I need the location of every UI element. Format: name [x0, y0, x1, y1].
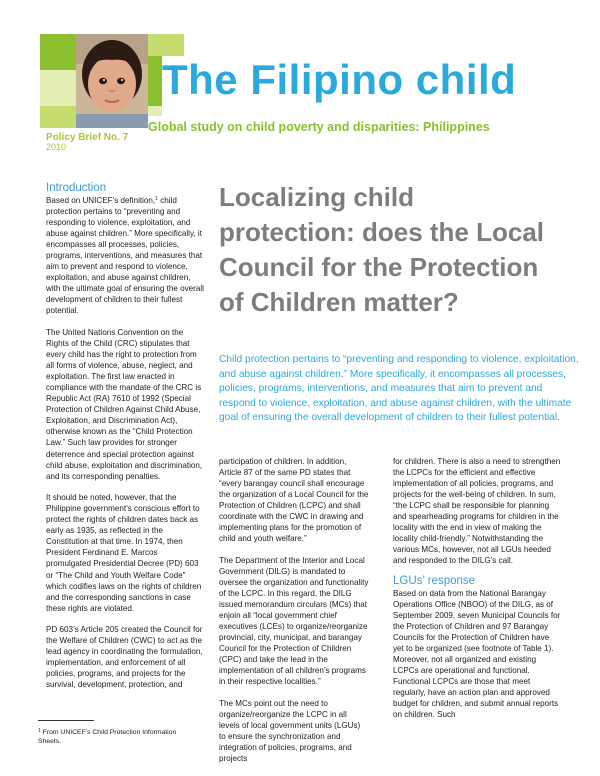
deco-square: [148, 106, 162, 116]
paragraph: for children. There is also a need to strengthen the LCPCs for the efficient and effective implementation of all policies, programs, and projects for the well-being of children. In sum, “the LCPC shall be responsible for planning and spearheading programs for children in the locality with the end in view of making the locality child-friendly.” Notwithstanding the various MCs, however, not all LGUs heeded and responded to the DILG’s call.: [393, 457, 561, 566]
footnote-rule: [38, 720, 94, 721]
paragraph: participation of children. In addition, Article 87 of the same PD states that “every barangay council shall encourage the organization of a Local Council for the Protection of Children (LCPC) and shall coordinate with the CWC in drawing and implementing plans for the promotion of child and youth welfare.”: [219, 457, 369, 544]
paragraph: It should be noted, however, that the Philippine government’s conscious effort to protect the rights of children dates back as early as 1935, as reflected in the Constitution at that time. In 1974, then President Ferdinand E. Marcos promulgated Presidential Decree (PD) 603 or “The Child and Youth Welfare Code” which codifies laws on the rights of children and the corresponding sanctions in case these rights are violated.: [46, 493, 202, 613]
column-3: [393, 456, 561, 731]
deco-square: [40, 106, 76, 128]
deco-square: [148, 56, 162, 106]
deco-square: [40, 70, 76, 106]
publication-subtitle: Global study on child poverty and disparities: Philippines: [148, 120, 490, 134]
paragraph: The Department of the Interior and Local Government (DILG) is mandated to oversee the organization and functionality of the LCPC. In this regard, the DILG issued memorandum circulars (MCs) that enjoin all “local government chief executives (LCEs) to organize/reorganize provincial, city, municipal, and barangay Council for the Protection of Children (CPC) and take the lead in the implementation of all children’s programs in their respective localities.”: [219, 555, 369, 687]
deco-square: [40, 34, 76, 70]
publication-year: 2010: [46, 142, 67, 152]
publication-title: The Filipino child: [162, 56, 517, 103]
paragraph: [46, 195, 204, 317]
paragraph: The MCs point out the need to organize/reorganize the LCPC in all levels of local government units (LGUs) to ensure the synchronization and integration of policies, programs, and projects: [219, 698, 361, 764]
paragraph-text: child protection pertains to “preventing and responding to violence, exploitation, and abuse against children.” More specifically, it encompasses all processes, policies, programs, interventions, and measures that aim to prevent and respond to violence, exploitation, and abuse against children, with the ultimate goal of ensuring the overall development of children to their fullest potential.: [46, 196, 204, 316]
child-photo: [76, 34, 148, 128]
section-heading-lgus-response: LGUs’ response: [393, 574, 476, 587]
paragraph: PD 603’s Article 205 created the Council for the Welfare of Children (CWC) to act as the lead agency in coordinating the formulation, implementation, and enforcement of all policies, programs, and projects for the survival, development, protection, and: [46, 625, 203, 690]
deco-square: [148, 34, 184, 56]
footnote-marker: 1: [155, 196, 158, 202]
section-heading-introduction: Introduction: [46, 182, 107, 194]
article-heading: Localizing child protection: does the Local Council for the Protection of Children matter?: [219, 182, 545, 317]
paragraph: The United Nations Convention on the Rights of the Child (CRC) stipulates that every child has the right to protection from all forms of violence, abuse, neglect, and exploitation. The first law enacted in compliance with the mandate of the CRC is Republic Act (RA) 7610 of 1992 (Special Protection of Children Against Child Abuse, Exploitation, and Discrimination Act), otherwise known as the “Child Protection Law.” Such law provides for stronger deterrence and special protection against child abuse, exploitation and discrimination, and its corresponding penalties.: [46, 328, 203, 481]
footnote: [38, 728, 188, 746]
column-1: [46, 182, 204, 701]
policy-brief-number: Policy Brief No. 7: [46, 132, 129, 143]
paragraph-text: Based on UNICEF’s definition,: [46, 196, 156, 205]
paragraph: Based on data from the National Barangay Operations Office (NBOO) of the DILG, as of September 2009, seven Municipal Councils for the Protection of Children and 97 Barangay Councils for the Protection of Children have yet to be organized (see footnote of Table 1). Moreover, not all organized and existing LCPCs are operational and functional. Functional LCPCs are those that meet regularly, have an action plan and approved budget for children, and submit annual reports on children. Such: [393, 588, 561, 720]
footnote-text: From UNICEF’s Child Protection Information Sheets.: [38, 729, 177, 745]
lead-paragraph: Child protection pertains to “preventing and responding to violence, exploitation, and abuse against children.” More specifically, it encompasses all processes, policies, programs, interventions, and measures that aim to prevent and respond to violence, exploitation, and abuse against children, with the ultimate goal of ensuring the overall development of children to their fullest potential.: [219, 354, 579, 424]
footnote-number: 1: [38, 728, 41, 734]
column-2: [219, 456, 369, 775]
